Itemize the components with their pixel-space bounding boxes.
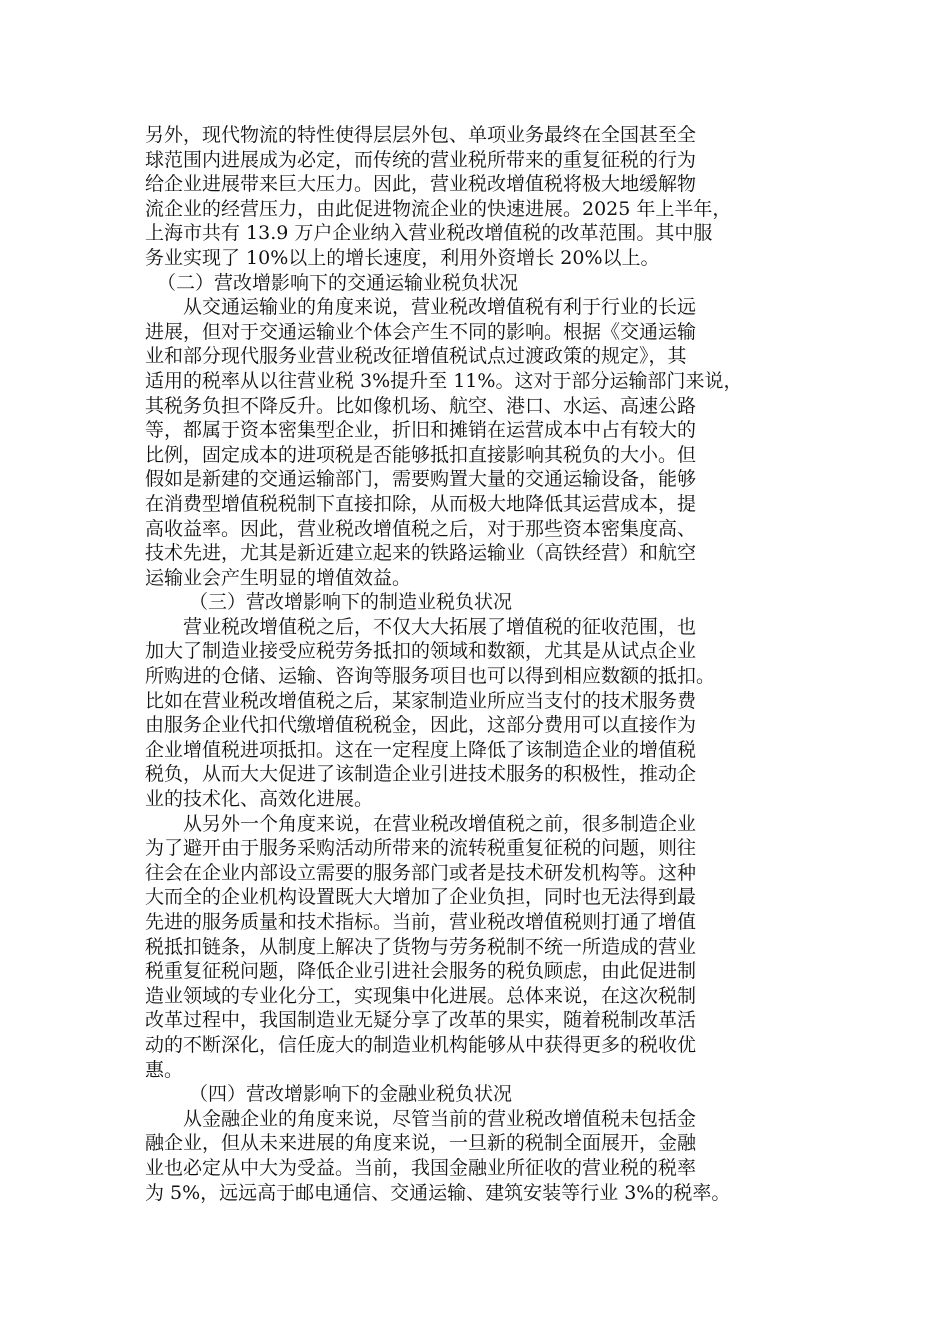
- document-body: [145, 123, 809, 1205]
- section-heading-transport: （二）营改增影响下的交通运输业税负状况: [157, 271, 519, 294]
- section-heading-manufacturing: （三）营改增影响下的制造业税负状况: [189, 591, 513, 614]
- section-heading-finance: （四）营改增影响下的金融业税负状况: [189, 1083, 513, 1106]
- paragraph-transport: 从交通运输业的角度来说，营业税改增值税有利于行业的长远 进展，但对于交通运输业个体会产生不同的影响。根据《交通运输 业和部分现代服务业营业税改征增值税试点过渡政策的规定》，其 适用的税率从以往营业税 3%提升至 11%。这对于部分运输部门来说， 其税务负担不降反升。比如像机场、航空、港口、水运、高速公路 等，都属于资本密集型企业，折旧和摊销在运营成本中占有较大的 比例，固定成本的进项税是否能够抵扣直接影响其税负的大小。但 假如是新建的交通运输部门，需要购置大量的交通运输设备，能够 在消费型增值税税制下直接扣除，从而极大地降低其运营成本，提 高收益率。因此，营业税改增值税之后，对于那些资本密集度高、 技术先进，尤其是新近建立起来的铁路运输业（高铁经营）和航空 运输业会产生明显的增值效益。: [145, 296, 743, 589]
- paragraph-logistics: 另外，现代物流的特性使得层层外包、单项业务最终在全国甚至全 球范围内进展成为必定，而传统的营业税所带来的重复征税的行为 给企业进展带来巨大压力。因此，营业税改增值税将极大地缓解物 流企业的经营压力，由此促进物流企业的快速进展。2025 年上半年， 上海市共有 13.9 万户企业纳入营业税改增值税的改革范围。其中服 务业实现了 10%以上的增长速度，利用外资增长 20%以上。: [145, 124, 732, 269]
- paragraph-manufacturing-1: 营业税改增值税之后，不仅大大拓展了增值税的征收范围，也 加大了制造业接受应税劳务抵扣的领域和数额，尤其是从试点企业 所购进的仓储、运输、咨询等服务项目也可以得到相应数额的抵扣。 比如在营业税改增值税之后，某家制造业所应当支付的技术服务费 由服务企业代扣代缴增值税税金，因此，这部分费用可以直接作为 企业增值税进项抵扣。这在一定程度上降低了该制造企业的增值税 税负，从而大大促进了该制造企业引进技术服务的积极性，推动企 业的技术化、高效化进展。: [145, 615, 716, 811]
- paragraph-finance: 从金融企业的角度来说，尽管当前的营业税改增值税未包括金 融企业，但从未来进展的角度来说，一旦新的税制全面展开，金融 业也必定从中大为受益。当前，我国金融业所征收的营业税的税率 为 5%，远远高于邮电通信、交通运输、建筑安装等行业 3%的税率。: [145, 1107, 731, 1204]
- paragraph-manufacturing-2: 从另外一个角度来说，在营业税改增值税之前，很多制造企业 为了避开由于服务采购活动所带来的流转税重复征税的问题，则往 往会在企业内部设立需要的服务部门或者是技术研发机构等。这种 大而全的企业机构设置既大大增加了企业负担，同时也无法得到最 先进的服务质量和技术指标。当前，营业税改增值税则打通了增值 税抵扣链条，从制度上解决了货物与劳务税制不统一所造成的营业 税重复征税问题，降低企业引进社会服务的税负顾虑，由此促进制 造业领域的专业化分工，实现集中化进展。总体来说，在这次税制 改革过程中，我国制造业无疑分享了改革的果实，随着税制改革活 动的不断深化，信任庞大的制造业机构能够从中获得更多的税收优 惠。: [145, 812, 697, 1081]
